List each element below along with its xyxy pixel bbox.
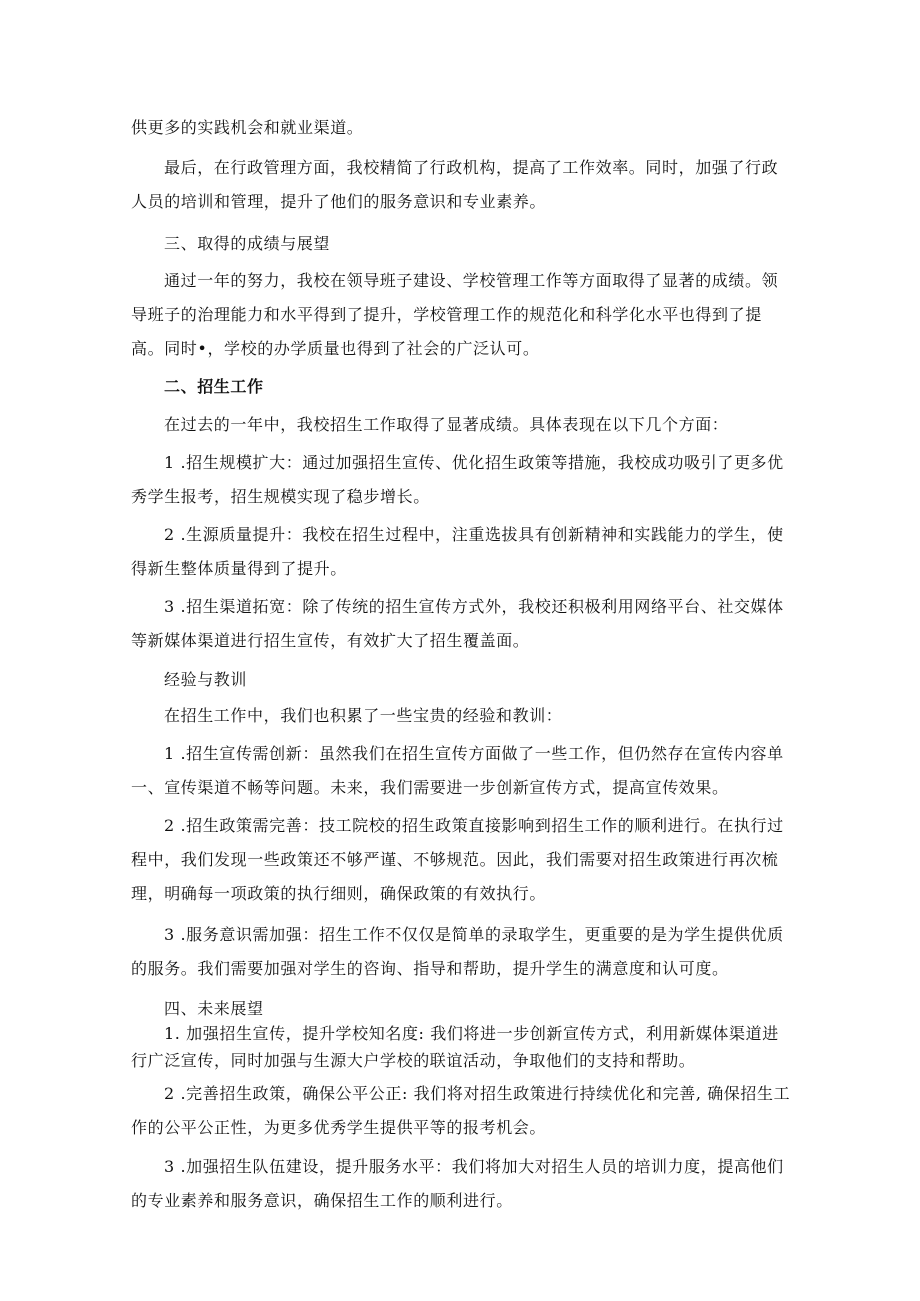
section-heading: 二、招生工作: [164, 377, 264, 396]
paragraph: 供更多的实践机会和就业渠道。: [131, 118, 364, 137]
section-heading: 三、取得的成绩与展望: [164, 234, 331, 253]
list-item: 1 .招生宣传需创新：虽然我们在招生宣传方面做了一些工作，但仍然存在宣传内容单一、宣传渠道不畅等问题。未来，我们需要进一步创新宣传方式，提高宣传效果。: [131, 744, 784, 797]
list-item: 2 .完善招生政策，确保公平公正: 我们将对招生政策进行持续优化和完善, 确保招生工作的公平公正性，为更多优秀学生提供平等的报考机会。: [131, 1084, 791, 1137]
paragraph: 在招生工作中，我们也积累了一些宝贵的经验和教训：: [164, 706, 563, 725]
list-item: 2 .招生政策需完善：技工院校的招生政策直接影响到招生工作的顺利进行。在执行过程中，我们发现一些政策还不够严谨、不够规范。因此，我们需要对招生政策进行再次梳理，明确每一项政策的执行细则，确保政策的有效执行。: [131, 816, 784, 903]
paragraph: 最后，在行政管理方面，我校精简了行政机构，提高了工作效率。同时，加强了行政人员的培训和管理，提升了他们的服务意识和专业素养。: [131, 158, 779, 211]
list-item: 3 .招生渠道拓宽：除了传统的招生宣传方式外，我校还积极利用网络平台、社交媒体等新媒体渠道进行招生宣传，有效扩大了招生覆盖面。: [131, 597, 784, 650]
paragraph: 通过一年的努力，我校在领导班子建设、学校管理工作等方面取得了显著的成绩。领导班子的治理能力和水平得到了提升，学校管理工作的规范化和科学化水平也得到了提高。同时•，学校的办学质量也得到了社会的广泛认可。: [131, 271, 779, 358]
list-item: 3 .服务意识需加强：招生工作不仅仅是简单的录取学生，更重要的是为学生提供优质的服务。我们需要加强对学生的咨询、指导和帮助，提升学生的满意度和认可度。: [131, 925, 784, 978]
list-item: 3 .加强招生队伍建设，提升服务水平：我们将加大对招生人员的培训力度，提高他们的专业素养和服务意识，确保招生工作的顺利进行。: [131, 1157, 784, 1210]
list-item: 1. 加强招生宣传，提升学校知名度: 我们将进一步创新宣传方式，利用新媒体渠道进行广泛宣传，同时加强与生源大户学校的联谊活动，争取他们的支持和帮助。: [131, 1024, 779, 1070]
section-heading: 经验与教训: [164, 670, 248, 689]
list-item: 1 .招生规模扩大：通过加强招生宣传、优化招生政策等措施，我校成功吸引了更多优秀学生报考，招生规模实现了稳步增长。: [131, 453, 784, 506]
section-heading: 四、未来展望: [164, 999, 264, 1018]
list-item: 2 .生源质量提升：我校在招生过程中，注重选拔具有创新精神和实践能力的学生，使得新生整体质量得到了提升。: [131, 525, 784, 578]
paragraph: 在过去的一年中，我校招生工作取得了显著成绩。具体表现在以下几个方面：: [164, 415, 729, 434]
